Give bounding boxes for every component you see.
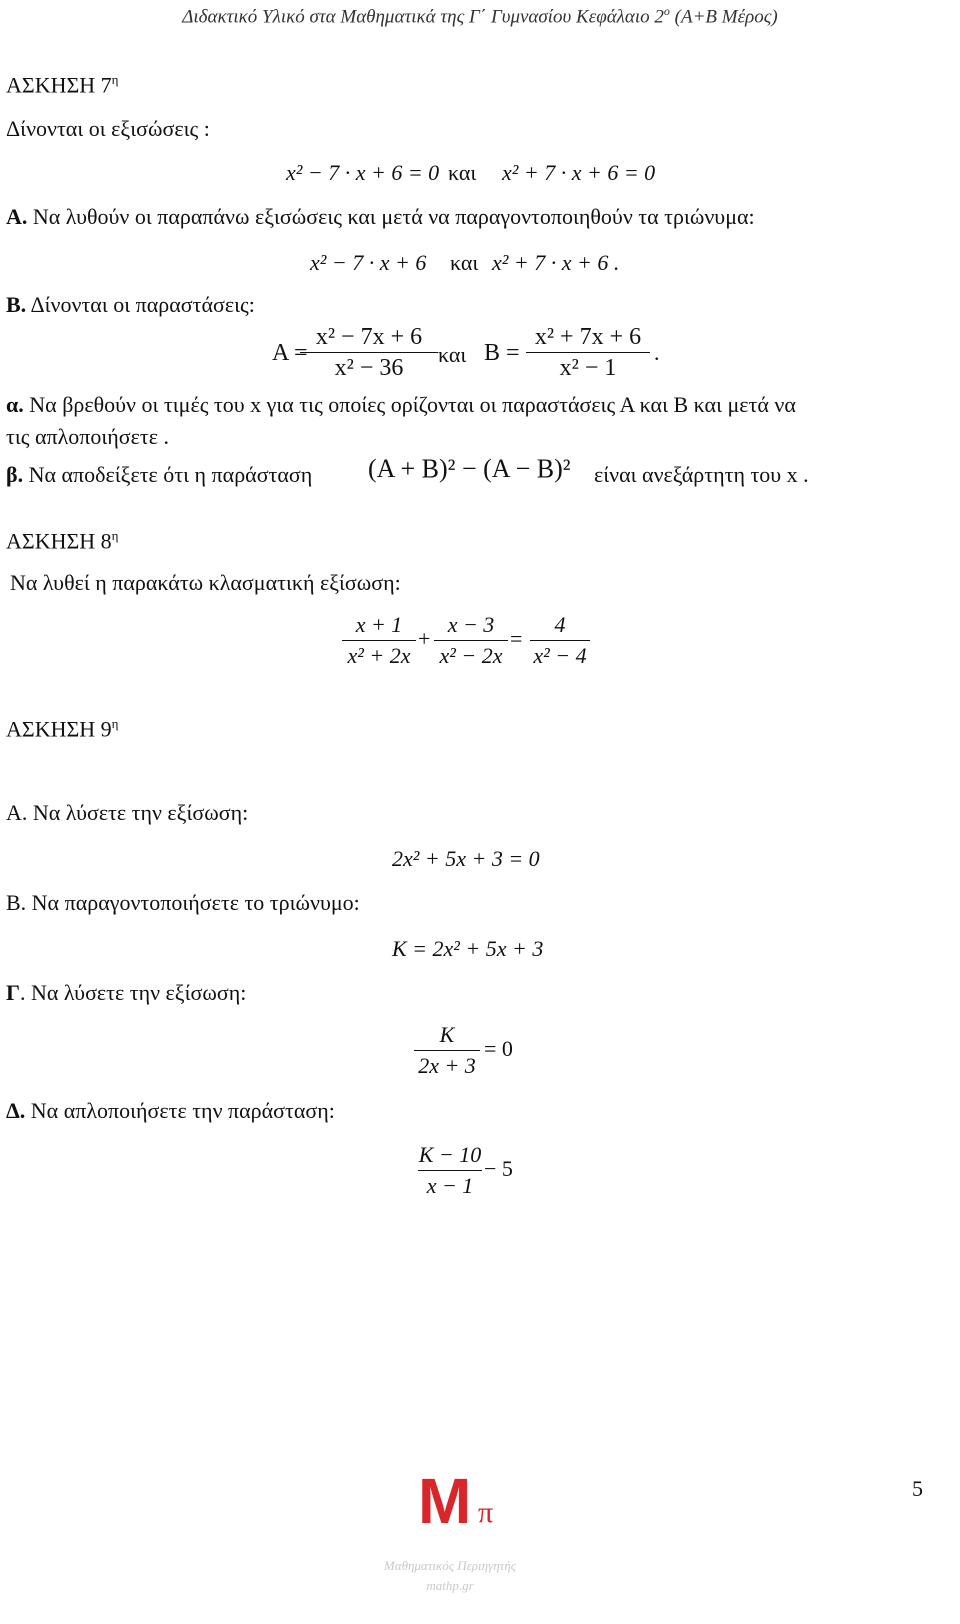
logo-pi: π <box>478 1496 494 1529</box>
ex9-part-d-text: Να απλοποιήσετε την παράσταση: <box>30 1098 335 1123</box>
ex8-equals: = <box>510 626 523 651</box>
ex9-part-g-num: Κ <box>414 1020 480 1051</box>
ex9-part-b: Β. Να παραγοντοποιήσετε το τριώνυμο: <box>6 890 360 915</box>
ex9-title-sup: η <box>111 716 119 731</box>
ex7-part-alpha-text: Να βρεθούν οι τιμές του x για τις οποίες ορίζονται οι παραστάσεις Α και Β και μετά να <box>29 392 796 417</box>
ex7-part-b-text: Δίνονται οι παραστάσεις: <box>30 292 255 317</box>
ex7-title-text: ΑΣΚΗΣΗ 7 <box>6 72 112 98</box>
logo-mark: Μ <box>418 1465 472 1537</box>
ex8-title <box>6 528 118 554</box>
ex9-part-g <box>6 980 246 1006</box>
ex8-plus: + <box>418 626 431 651</box>
ex9-title-text: ΑΣΚΗΣΗ 9 <box>6 716 112 742</box>
ex7-part-beta-label: β. <box>6 462 24 487</box>
ex7-intro: Δίνονται οι εξισώσεις : <box>6 116 210 141</box>
ex9-part-d-num: Κ − 10 <box>418 1140 482 1171</box>
ex8-fraction-2-num: x − 3 <box>434 610 508 641</box>
ex7-and: και <box>438 342 467 367</box>
ex7-fraction-b-num: x² + 7x + 6 <box>526 322 650 353</box>
ex9-part-b-eq: Κ = 2x² + 5x + 3 <box>392 936 544 961</box>
ex7-fraction-a <box>300 322 438 383</box>
header-text: Διδακτικό Υλικό στα Μαθηματικά της Γ΄ Γυμνασίου Κεφάλαιο 2 <box>182 6 664 28</box>
page-number: 5 <box>912 1476 923 1501</box>
ex9-title <box>6 716 118 742</box>
ex9-part-g-rhs: = 0 <box>484 1036 513 1061</box>
ex8-fraction-3-den: x² − 4 <box>533 643 587 668</box>
ex7-tri1: x² − 7 · x + 6 <box>310 250 427 275</box>
ex9-part-a: Α. Να λύσετε την εξίσωση: <box>6 800 249 825</box>
ex7-beta-expr: (Α + Β)² − (Α − Β)² <box>368 454 571 483</box>
ex7-part-beta-text: Να αποδείξετε ότι η παράσταση <box>28 462 313 487</box>
ex7-eq1: x² − 7 · x + 6 = 0 <box>286 160 440 185</box>
ex8-fraction-3 <box>530 610 590 671</box>
ex8-fraction-3-num: 4 <box>530 610 590 641</box>
ex8-fraction-1-num: x + 1 <box>342 610 416 641</box>
ex7-a-lhs: Α = <box>272 340 308 366</box>
ex8-text: Να λυθεί η παρακάτω κλασματική εξίσωση: <box>10 570 401 595</box>
ex7-part-b-label: Β. <box>6 292 27 317</box>
logo-line1: Μαθηματικός Περιηγητής <box>383 1558 517 1573</box>
ex7-part-a <box>6 204 755 230</box>
page-header <box>0 4 960 28</box>
ex7-b-lhs: Β = <box>484 340 520 366</box>
ex7-fraction-a-num: x² − 7x + 6 <box>300 322 438 353</box>
ex7-part-beta <box>6 462 312 488</box>
ex9-part-d-den: x − 1 <box>426 1173 474 1198</box>
ex7-part-b <box>6 292 255 318</box>
ex7-part-a-label: Α. <box>6 204 28 229</box>
ex7-fraction-b-den: x² − 1 <box>559 355 617 381</box>
logo <box>360 1466 540 1616</box>
ex7-eq-and: και <box>448 160 477 185</box>
ex7-tri2: x² + 7 · x + 6 . <box>492 250 620 275</box>
ex7-title <box>6 72 118 98</box>
ex8-fraction-2 <box>434 610 508 671</box>
ex9-part-g-text: . Να λύσετε την εξίσωση: <box>20 980 247 1005</box>
ex8-fraction-1 <box>342 610 416 671</box>
ex7-part-alpha-label: α. <box>6 392 24 417</box>
ex9-part-d-label: Δ. <box>6 1098 26 1123</box>
ex9-part-a-eq: 2x² + 5x + 3 = 0 <box>392 846 540 871</box>
ex8-fraction-1-den: x² + 2x <box>347 643 411 668</box>
ex9-part-g-fraction <box>414 1020 480 1081</box>
ex8-fraction-2-den: x² − 2x <box>439 643 503 668</box>
ex7-beta-tail: είναι ανεξάρτητη του x . <box>594 462 809 487</box>
header-sup: ο <box>663 4 670 18</box>
header-tail: (Α+Β Μέρος) <box>669 6 778 28</box>
ex9-part-d-rhs: − 5 <box>484 1156 513 1181</box>
ex7-dot: . <box>654 340 660 365</box>
ex7-fraction-a-den: x² − 36 <box>334 355 404 381</box>
ex7-eq2: x² + 7 · x + 6 = 0 <box>502 160 656 185</box>
ex9-part-g-den: 2x + 3 <box>418 1053 476 1078</box>
ex7-part-alpha <box>6 392 796 418</box>
ex7-fraction-b <box>526 322 650 383</box>
logo-line2: mathp.gr <box>426 1578 474 1593</box>
ex7-title-sup: η <box>111 72 119 87</box>
ex7-part-a-text: Να λυθούν οι παραπάνω εξισώσεις και μετά να παραγοντοποιηθούν τα τριώνυμα: <box>32 204 755 229</box>
ex9-part-d <box>6 1098 335 1124</box>
ex9-part-g-label: Γ <box>6 980 20 1005</box>
ex9-part-d-fraction <box>418 1140 482 1201</box>
ex7-tri-and: και <box>450 250 479 275</box>
ex8-title-sup: η <box>111 528 119 543</box>
ex8-title-text: ΑΣΚΗΣΗ 8 <box>6 528 112 554</box>
ex7-part-alpha-text2: τις απλοποιήσετε . <box>6 424 169 449</box>
